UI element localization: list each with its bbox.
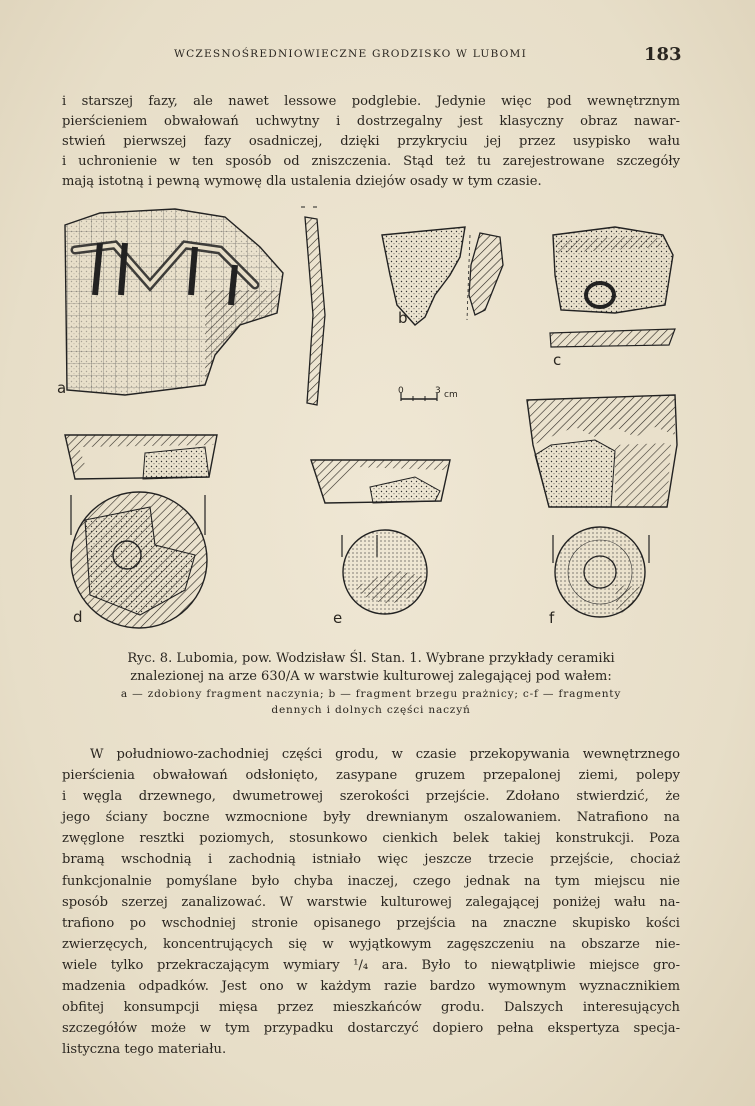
text-line: zwierzęcych, koncentrujących się w wyjątkowym zagęszczeniu na obszarze nie- — [62, 936, 680, 952]
label-b: b — [398, 309, 408, 327]
scale-bar — [398, 386, 458, 401]
text-line: jego ściany boczne wzmocnione były drewnianym oszalowaniem. Natrafiono na — [62, 810, 680, 826]
label-d: d — [73, 608, 83, 626]
sherd-a — [65, 209, 283, 395]
page-number: 183 — [644, 44, 682, 65]
figure-ceramics — [55, 195, 695, 635]
scale-unit: cm — [444, 390, 458, 400]
text-line: pierścienia obwałowań odsłonięto, zasypane gruzem przepalonej ziemi, polepy — [62, 768, 680, 784]
text-line: bramą wschodnią i zachodnią istniało więc jeszcze trzecie przejście, chociaż — [62, 852, 680, 868]
text-line: W południowo-zachodniej części grodu, w czasie przekopywania wewnętrznego — [90, 747, 680, 762]
figure-caption — [62, 650, 680, 718]
text-line: wiele tylko przekraczającym wymiary ¹/₄ ara. Było to niewątpliwie miejsce gro- — [62, 957, 680, 973]
text-line: szczegółów może w tym przypadku dostarczyć dopiero pełna ekspertyza specja- — [62, 1021, 680, 1037]
label-c: c — [553, 351, 562, 369]
caption-legend-line: dennych i dolnych części naczyń — [271, 704, 471, 716]
vessel-d — [65, 435, 217, 628]
paragraph-1 — [62, 92, 680, 192]
text-line: listyczna tego materiału. — [62, 1042, 227, 1058]
label-e: e — [333, 609, 343, 627]
text-line: madzenia odpadków. Jest ono w każdym razie bardzo wymownym wyznacznikiem — [62, 979, 680, 995]
text-line: pierścieniem obwałowań uchwytny i dostrzegalny jest klasyczny obraz nawar- — [62, 114, 680, 129]
caption-legend-line: a — zdobiony fragment naczynia; b — fragment brzegu prażnicy; c-f — fragmenty — [120, 688, 622, 700]
paragraph-2 — [62, 744, 680, 1060]
profile-a — [301, 207, 325, 405]
text-line: stwień pierwszej fazy osadniczej, dzięki przykryciu jej przez usypisko wału — [62, 134, 680, 149]
sherd-c — [550, 227, 675, 347]
label-a: a — [57, 379, 67, 397]
caption-line: znalezionej na arze 630/A w warstwie kulturowej zalegającej pod wałem: — [130, 669, 612, 684]
text-line: mają istotną i pewną wymowę dla ustalenia dziejów osady w tym czasie. — [62, 174, 542, 189]
figure-drawings — [55, 195, 695, 635]
vessel-e — [311, 460, 450, 614]
text-line: funkcjonalnie pomyślane było chyba inaczej, czego jednak na tym miejscu nie — [62, 873, 680, 889]
scale-value: 3 — [435, 386, 441, 396]
text-line: trafiono po wschodniej stronie opisanego przejścia na znaczne skupisko kości — [62, 915, 680, 931]
text-line: zwęglone resztki poziomych, stosunkowo cienkich belek takiej konstrukcji. Poza — [62, 831, 680, 847]
text-line: i uchronienie w ten sposób od zniszczenia. Stąd też tu zarejestrowane szczegóły — [62, 154, 680, 169]
text-line: sposób szerzej zanalizować. W warstwie kulturowej zalegającej poniżej wału na- — [62, 894, 680, 910]
text-line: i węgla drzewnego, dwumetrowej szerokości przejście. Zdołano stwierdzić, że — [62, 789, 680, 805]
caption-line: Ryc. 8. Lubomia, pow. Wodzisław Śl. Stan. 1. Wybrane przykłady ceramiki — [127, 651, 615, 666]
label-f: f — [549, 609, 555, 627]
text-line: i starszej fazy, ale nawet lessowe podglebie. Jedynie więc pod wewnętrznym — [62, 94, 680, 109]
scale-zero: 0 — [398, 386, 404, 396]
running-title: WCZESNOŚREDNIOWIECZNE GRODZISKO W LUBOMI — [174, 48, 527, 60]
vessel-f — [527, 395, 677, 617]
text-line: obfitej konsumpcji mięsa przez mieszkańców grodu. Dalszych interesujących — [62, 1000, 680, 1016]
running-head — [0, 44, 755, 66]
